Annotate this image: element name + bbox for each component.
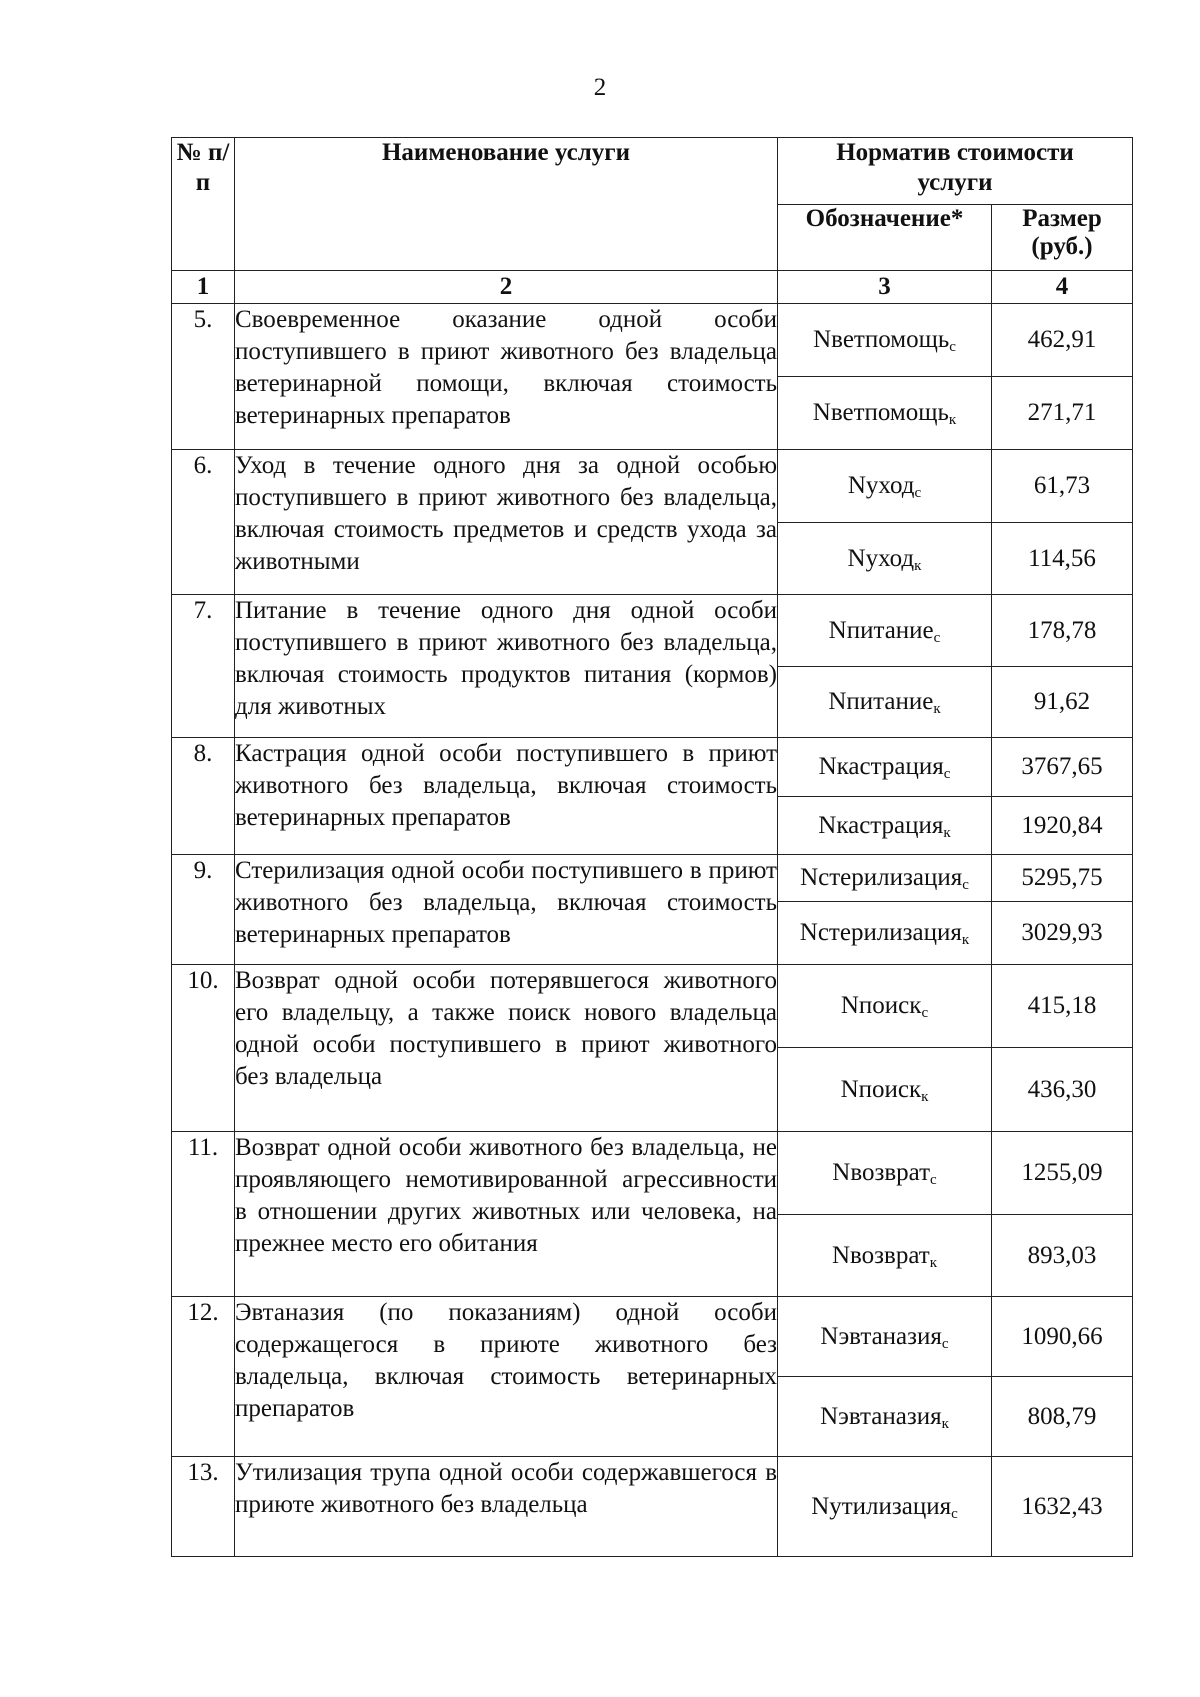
designation-subscript: к — [929, 1254, 938, 1271]
table-body — [172, 304, 1133, 1557]
designation-subscript: с — [933, 629, 941, 646]
header-name: Наименование услуги — [235, 138, 778, 271]
row-number: 7. — [172, 595, 235, 738]
designation-subscript: к — [941, 1415, 949, 1432]
designation-subscript: с — [951, 1505, 958, 1522]
service-description: Стерилизация одной особи поступившего в приют животного без владельца, включая стоимость ветеринарных препаратов — [235, 855, 778, 965]
service-description: Своевременное оказание одной особи поступившего в приют животного без владельца ветеринарной помощи, включая стоимость ветеринарных препаратов — [235, 304, 778, 450]
designation-code: Nвозврат — [831, 1241, 930, 1269]
designation-subscript: с — [914, 485, 922, 501]
designation-subscript: с — [943, 766, 951, 782]
designation-cell — [778, 1132, 992, 1215]
designation-code: Nстерилизация — [800, 864, 963, 891]
cost-value: 61,73 — [992, 450, 1133, 523]
designation-cell — [778, 902, 992, 965]
cost-value: 1632,43 — [992, 1457, 1133, 1557]
service-description: Утилизация трупа одной особи содержавшегося в приюте животного без владельца — [235, 1457, 778, 1557]
header-norm: Норматив стоимости услуги — [778, 138, 1133, 205]
designation-subscript: с — [949, 339, 956, 355]
service-description: Питание в течение одного дня одной особи поступившего в приют животного без владельца, включая стоимость продуктов питания (кормов) для животных — [235, 595, 778, 738]
row-number: 13. — [172, 1457, 235, 1557]
index-cell: 2 — [235, 271, 778, 304]
table-row — [172, 965, 1133, 1048]
designation-cell — [778, 595, 992, 667]
designation-cell — [778, 377, 992, 450]
designation-cell — [778, 738, 992, 797]
header-size: Размер (руб.) — [992, 205, 1133, 271]
cost-value: 1920,84 — [992, 797, 1133, 855]
index-row — [172, 271, 1133, 304]
index-cell: 3 — [778, 271, 992, 304]
designation-subscript: к — [933, 701, 941, 717]
cost-value: 271,71 — [992, 377, 1133, 450]
designation-cell — [778, 304, 992, 377]
cost-value: 415,18 — [992, 965, 1133, 1048]
designation-code: Nэвтаназия — [820, 1322, 942, 1350]
table-row — [172, 1132, 1133, 1215]
index-cell: 1 — [172, 271, 235, 304]
table-row — [172, 450, 1133, 523]
index-cell: 4 — [992, 271, 1133, 304]
row-number: 11. — [172, 1132, 235, 1297]
row-number: 6. — [172, 450, 235, 595]
designation-code: Nветпомощь — [813, 326, 950, 353]
cost-value: 114,56 — [992, 523, 1133, 595]
designation-subscript: к — [914, 557, 922, 574]
cost-value: 3767,65 — [992, 738, 1133, 797]
designation-cell — [778, 523, 992, 595]
header-designation: Обозначение* — [778, 205, 992, 271]
designation-cell — [778, 450, 992, 523]
designation-subscript: с — [962, 877, 969, 893]
designation-code: Nпитание — [828, 616, 934, 644]
cost-value: 3029,93 — [992, 902, 1133, 965]
designation-code: Nстерилизация — [799, 919, 962, 946]
cost-value: 808,79 — [992, 1377, 1133, 1457]
designation-code: Nкастрация — [818, 811, 944, 839]
designation-code: Nвозврат — [832, 1159, 931, 1186]
row-number: 10. — [172, 965, 235, 1132]
tariff-table — [171, 137, 1133, 1557]
service-description: Возврат одной особи потерявшегося животного его владельцу, а также поиск нового владельца одной особи поступившего в приют животного без владельца — [235, 965, 778, 1132]
designation-cell — [778, 965, 992, 1048]
designation-code: Nуход — [847, 544, 915, 572]
cost-value: 1255,09 — [992, 1132, 1133, 1215]
designation-cell — [778, 1048, 992, 1132]
row-number: 8. — [172, 738, 235, 855]
designation-cell — [778, 1457, 992, 1557]
designation-subscript: с — [941, 1335, 949, 1352]
designation-cell — [778, 1297, 992, 1377]
designation-code: Nэвтаназия — [820, 1402, 942, 1430]
designation-subscript: к — [961, 932, 970, 948]
designation-code: Nпоиск — [840, 992, 922, 1019]
row-number: 5. — [172, 304, 235, 450]
designation-subscript: с — [921, 1005, 929, 1021]
cost-value: 178,78 — [992, 595, 1133, 667]
page-number: 2 — [593, 74, 607, 101]
designation-cell — [778, 1215, 992, 1297]
cost-value: 91,62 — [992, 667, 1133, 738]
designation-code: Nпоиск — [840, 1075, 922, 1103]
cost-value: 5295,75 — [992, 855, 1133, 902]
header-num: № п/п — [172, 138, 235, 271]
designation-cell — [778, 855, 992, 902]
service-description: Кастрация одной особи поступившего в приют животного без владельца, включая стоимость ветеринарных препаратов — [235, 738, 778, 855]
service-description: Эвтаназия (по показаниям) одной особи содержащегося в приюте животного без владельца, включая стоимость ветеринарных препаратов — [235, 1297, 778, 1457]
row-number: 9. — [172, 855, 235, 965]
row-number: 12. — [172, 1297, 235, 1457]
cost-value: 462,91 — [992, 304, 1133, 377]
designation-cell — [778, 1377, 992, 1457]
designation-code: Nутилизация — [811, 1492, 952, 1520]
designation-subscript: к — [921, 1088, 929, 1105]
designation-subscript: с — [930, 1172, 937, 1188]
designation-subscript: к — [948, 412, 957, 428]
designation-cell — [778, 797, 992, 855]
cost-value: 436,30 — [992, 1048, 1133, 1132]
table-row — [172, 1297, 1133, 1377]
cost-value: 1090,66 — [992, 1297, 1133, 1377]
designation-subscript: к — [943, 824, 951, 841]
designation-code: Nпитание — [828, 688, 934, 715]
service-description: Возврат одной особи животного без владельца, не проявляющего немотивированной агрессивности в отношении других животных или человека, на прежнее место его обитания — [235, 1132, 778, 1297]
table-row — [172, 304, 1133, 377]
designation-cell — [778, 667, 992, 738]
table-row — [172, 1457, 1133, 1557]
service-description: Уход в течение одного дня за одной особью поступившего в приют животного без владельца, включая стоимость предметов и средств ухода за животными — [235, 450, 778, 595]
cost-value: 893,03 — [992, 1215, 1133, 1297]
designation-code: Nкастрация — [818, 753, 944, 780]
designation-code: Nуход — [847, 472, 915, 499]
table-row — [172, 738, 1133, 797]
table-row — [172, 595, 1133, 667]
designation-code: Nветпомощь — [812, 399, 949, 426]
table-row — [172, 855, 1133, 902]
